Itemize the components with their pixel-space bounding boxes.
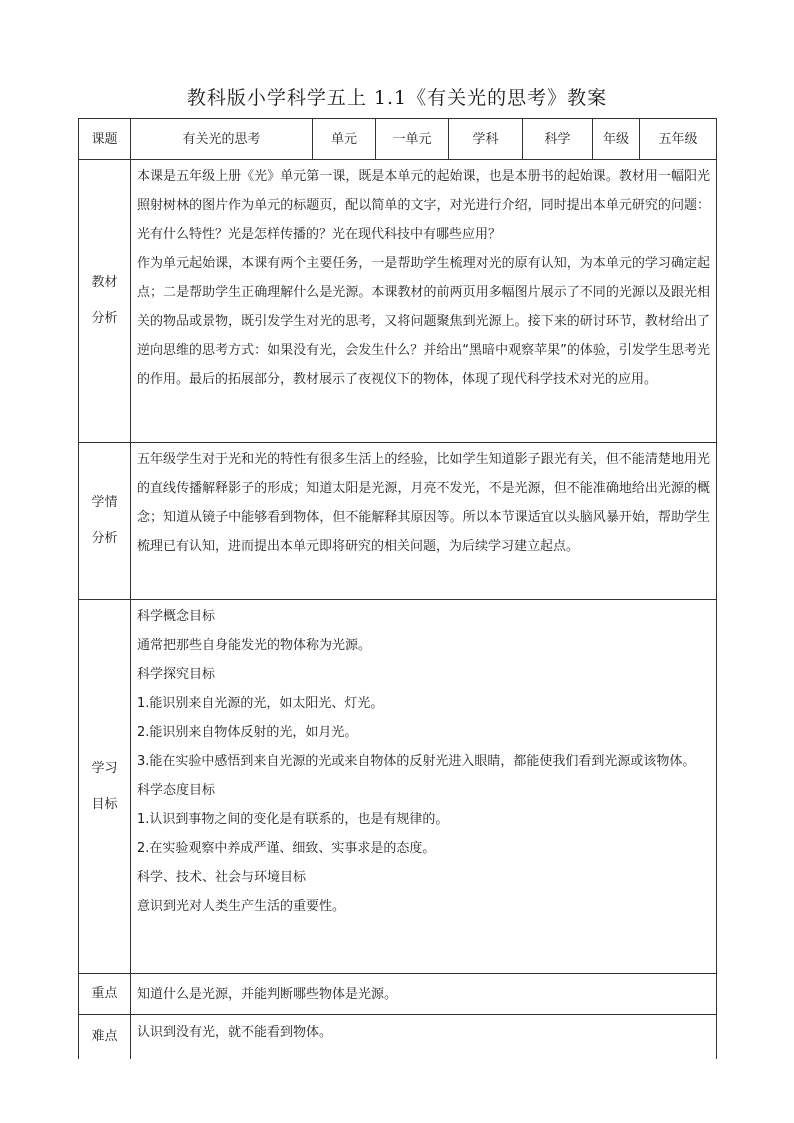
goal-line: 意识到光对人类生产生活的重要性。 <box>137 899 346 914</box>
lesson-value: 有关光的思考 <box>131 119 313 160</box>
goal-heading: 科学探究目标 <box>137 667 216 682</box>
student-analysis-label <box>79 443 131 600</box>
textbook-label-line2: 分析 <box>91 311 118 326</box>
textbook-label-line1: 教材 <box>91 275 118 290</box>
textbook-paragraph: 作为单元起始课，本课有两个主要任务，一是帮助学生梳理对光的原有认知，为本单元的学习确定起点；二是帮助学生正确理解什么是光源。本课教材的前两页用多幅图片展示了不同的光源以及跟光相关的物品或景物，既引发学生对光的思考，又将问题聚焦到光源上。接下来的研讨环节，教材给出了逆向思维的思考方式：如果没有光，会发生什么？并给出“黑暗中观察苹果”的体验，引发学生思考光的作用。最后的拓展部分，教材展示了夜视仪下的物体，体现了现代科学技术对光的应用。 <box>137 256 710 387</box>
goal-line: 通常把那些自身能发光的物体称为光源。 <box>137 638 372 653</box>
goal-line: 1.认识到事物之间的变化是有联系的，也是有规律的。 <box>137 812 449 827</box>
learning-goals-label <box>79 600 131 974</box>
student-label-line1: 学情 <box>91 495 118 510</box>
unit-value: 一单元 <box>376 119 449 160</box>
textbook-analysis-content <box>131 160 717 443</box>
student-analysis-row <box>79 443 717 600</box>
unit-label: 单元 <box>313 119 376 160</box>
goals-label-line1: 学习 <box>91 760 118 776</box>
header-row <box>79 119 717 160</box>
learning-goals-content <box>131 600 717 974</box>
textbook-analysis-label <box>79 160 131 443</box>
goal-heading: 科学、技术、社会与环境目标 <box>137 870 307 885</box>
difficulty-row <box>79 1015 717 1060</box>
grade-value: 五年级 <box>640 119 717 160</box>
goal-line: 3.能在实验中感悟到来自光源的光或来自物体的反射光进入眼睛，都能使我们看到光源或该物体。 <box>137 754 696 769</box>
goals-label-line2: 目标 <box>91 796 118 812</box>
learning-goals-row <box>79 600 717 974</box>
goal-line: 1.能识别来自光源的光，如太阳光、灯光。 <box>137 696 384 711</box>
goal-heading: 科学态度目标 <box>137 783 216 798</box>
student-paragraph: 五年级学生对于光和光的特性有很多生活上的经验，比如学生知道影子跟光有关，但不能清楚地用光的直线传播解释影子的形成；知道太阳是光源，月亮不发光，不是光源，但不能准确地给出光源的概念；知道从镜子中能够看到物体，但不能解释其原因等。所以本节课适宜以头脑风暴开始，帮助学生梳理已有认知，进而提出本单元即将研究的相关问题，为后续学习建立起点。 <box>137 452 710 554</box>
student-label-line2: 分析 <box>91 531 118 546</box>
subject-value: 科学 <box>523 119 593 160</box>
goal-line: 2.能识别来自物体反射的光，如月光。 <box>137 725 358 740</box>
lesson-label: 课题 <box>79 119 131 160</box>
difficulty-label: 难点 <box>79 1015 131 1060</box>
key-point-label: 重点 <box>79 974 131 1015</box>
key-point-content: 知道什么是光源，并能判断哪些物体是光源。 <box>131 974 717 1015</box>
textbook-analysis-row <box>79 160 717 443</box>
goal-heading: 科学概念目标 <box>137 609 216 624</box>
goal-line: 2.在实验观察中养成严谨、细致、实事求是的态度。 <box>137 841 436 856</box>
lesson-plan-table <box>78 118 717 1059</box>
subject-label: 学科 <box>449 119 523 160</box>
student-analysis-content <box>131 443 717 600</box>
difficulty-content: 认识到没有光，就不能看到物体。 <box>131 1015 717 1060</box>
document-title: 教科版小学科学五上 1.1《有关光的思考》教案 <box>186 87 608 109</box>
textbook-paragraph: 本课是五年级上册《光》单元第一课，既是本单元的起始课，也是本册书的起始课。教材用一幅阳光照射树林的图片作为单元的标题页，配以简单的文字，对光进行介绍，同时提出本单元研究的问题：光有什么特性？光是怎样传播的？光在现代科技中有哪些应用？ <box>137 169 710 242</box>
key-point-row <box>79 974 717 1015</box>
grade-label: 年级 <box>593 119 640 160</box>
